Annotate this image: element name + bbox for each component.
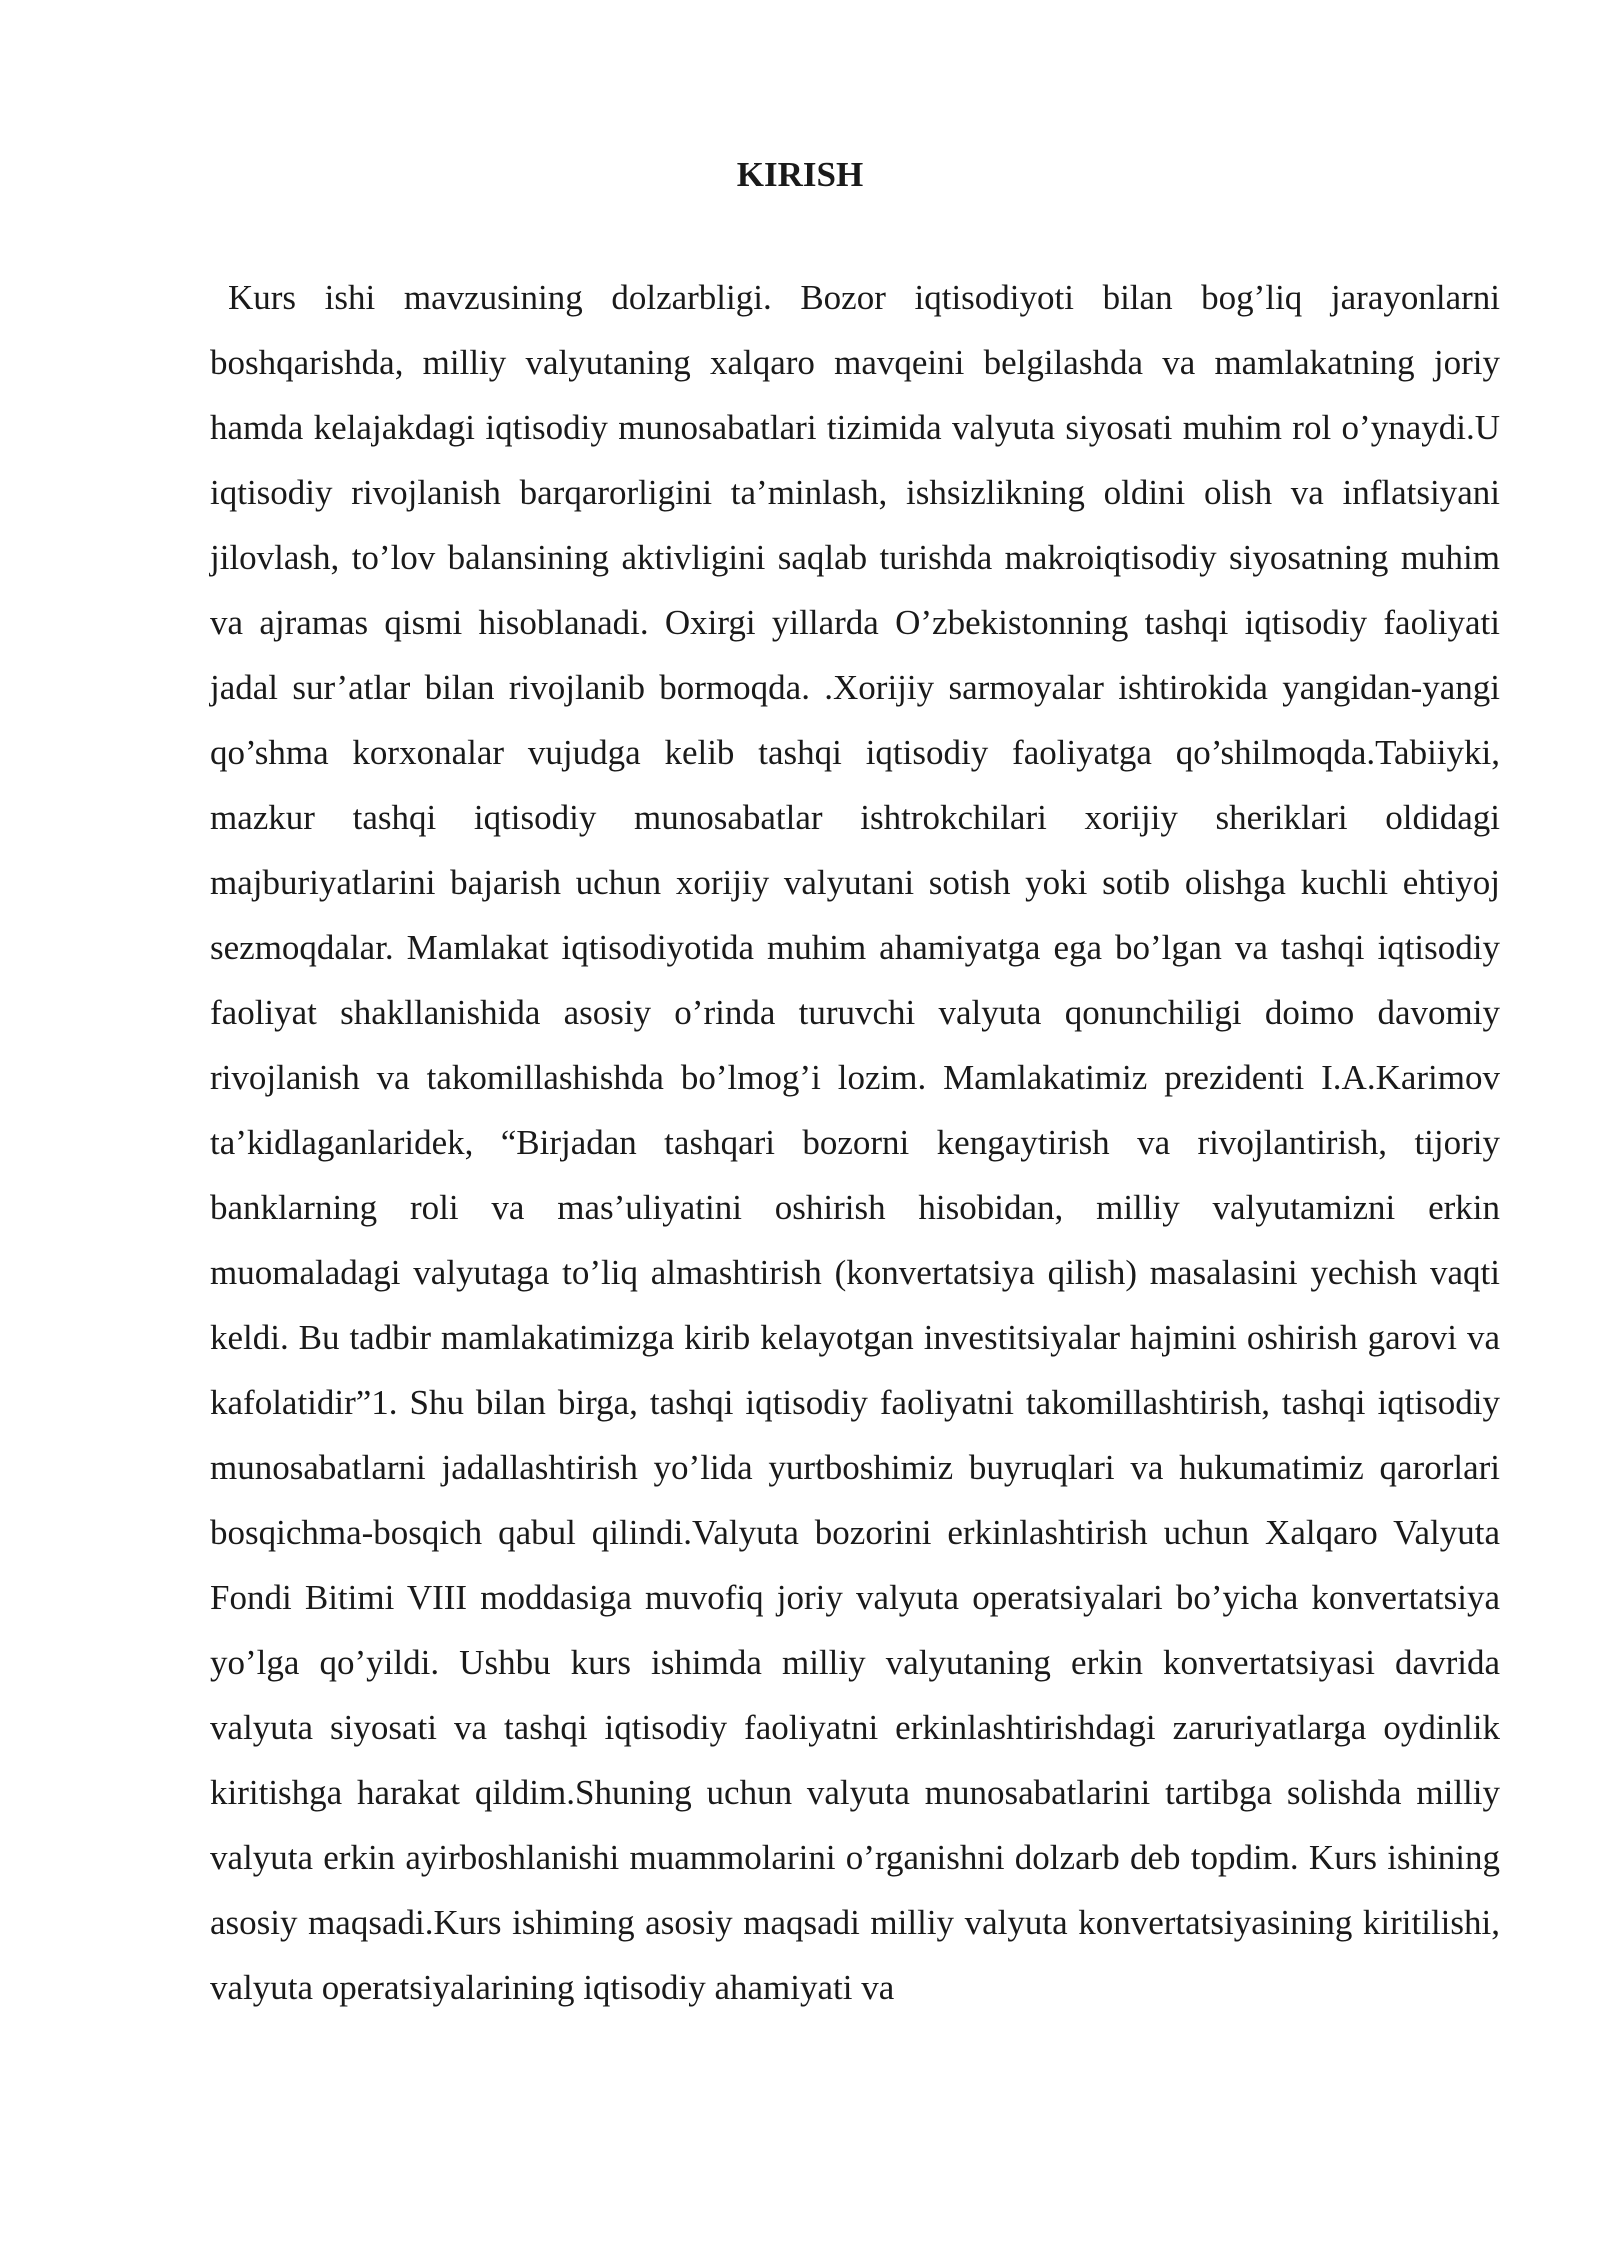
body-paragraph: Kurs ishi mavzusining dolzarbligi. Bozor iqtisodiyoti bilan bog’liq jarayonlarni boshqarishda, milliy valyutaning xalqaro mavqeini belgilashda va mamlakatning joriy hamda kelajakdagi iqtisodiy munosabatlari tizimida valyuta siyosati muhim rol o’ynaydi.U iqtisodiy rivojlanish barqarorligini ta’minlash, ishsizlikning oldini olish va inflatsiyani jilovlash, to’lov balansining aktivligini saqlab turishda makroiqtisodiy siyosatning muhim va ajramas qismi hisoblanadi. Oxirgi yillarda O’zbekistonning tashqi iqtisodiy faoliyati jadal sur’atlar bilan rivojlanib bormoqda. .Xorijiy sarmoyalar ishtirokida yangidan-yangi qo’shma korxonalar vujudga kelib tashqi iqtisodiy faoliyatga qo’shilmoqda.Tabiiyki, mazkur tashqi iqtisodiy munosabatlar ishtrokchilari xorijiy sheriklari oldidagi majburiyatlarini bajarish uchun xorijiy valyutani sotish yoki sotib olishga kuchli ehtiyoj sezmoqdalar. Mamlakat iqtisodiyotida muhim ahamiyatga ega bo’lgan va tashqi iqtisodiy faoliyat shakllanishida asosiy o’rinda turuvchi valyuta qonunchiligi doimo davomiy rivojlanish va takomillashishda bo’lmog’i lozim. Mamlakatimiz prezidenti I.A.Karimov ta’kidlaganlaridek, “Birjadan tashqari bozorni kengaytirish va rivojlantirish, tijoriy banklarning roli va mas’uliyatini oshirish hisobidan, milliy valyutamizni erkin muomaladagi valyutaga to’liq almashtirish (konvertatsiya qilish) masalasini yechish vaqti keldi. Bu tadbir mamlakatimizga kirib kelayotgan investitsiyalar hajmini oshirish garovi va kafolatidir”1. Shu bilan birga, tashqi iqtisodiy faoliyatni takomillashtirish, tashqi iqtisodiy munosabatlarni jadallashtirish yo’lida yurtboshimiz buyruqlari va hukumatimiz qarorlari bosqichma-bosqich qabul qilindi.Valyuta bozorini erkinlashtirish uchun Xalqaro Valyuta Fondi Bitimi VIII moddasiga muvofiq joriy valyuta operatsiyalari bo’yicha konvertatsiya yo’lga qo’yildi. Ushbu kurs ishimda milliy valyutaning erkin konvertatsiyasi davrida valyuta siyosati va tashqi iqtisodiy faoliyatni erkinlashtirishdagi zaruriyatlarga oydinlik kiritishga harakat qildim.Shuning uchun valyuta munosabatlarini tartibga solishda milliy valyuta erkin ayirboshlanishi muammolarini o’rganishni dolzarb deb topdim. Kurs ishining asosiy maqsadi.Kurs ishiming asosiy maqsadi milliy valyuta konvertatsiyasining kiritilishi, valyuta operatsiyalarining iqtisodiy ahamiyati va [210,278,1500,2007]
page-title: KIRISH [736,155,864,194]
